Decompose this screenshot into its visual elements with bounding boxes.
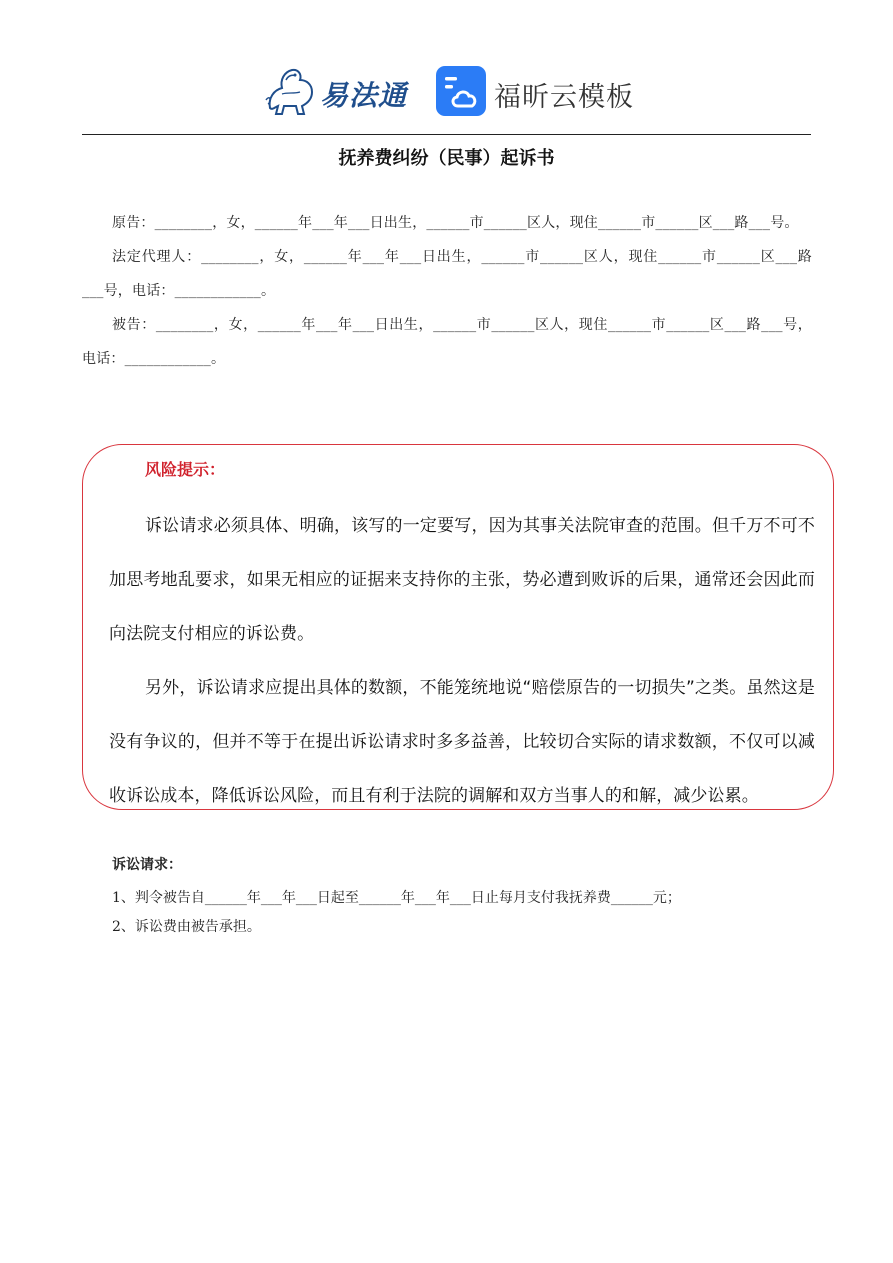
claim-item-2: 2、诉讼费由被告承担。	[112, 919, 261, 935]
claim-item-1: 1、判令被告自______年___年___日起至______年___年___日止每月支付我抚养费______元；	[112, 890, 681, 906]
defendant-line: 被告：________，女，______年___年___日出生，______市______区人，现住______市______区___路___号，电话：____________。	[82, 317, 812, 367]
fuxin-cloud-template-logo	[436, 64, 646, 118]
page-header	[0, 58, 893, 124]
parties-section	[82, 206, 812, 376]
yifatong-logo-text: 易法通	[320, 79, 408, 112]
header-divider	[82, 134, 811, 135]
document-title: 抚养费纠纷（民事）起诉书	[338, 148, 555, 169]
legal-representative-line: 法定代理人：________，女，______年___年___日出生，______市______区人，现住______市______区___路___号，电话：____________。	[82, 249, 812, 299]
risk-notice-title: 风险提示：	[145, 460, 226, 479]
yifatong-logo	[262, 64, 414, 118]
claims-section	[112, 854, 812, 942]
qilin-emblem-icon	[262, 64, 320, 118]
risk-paragraph-2: 另外，诉讼请求应提出具体的数额，不能笼统地说“赔偿原告的一切损失”之类。虽然这是没有争议的，但并不等于在提出诉讼请求时多多益善，比较切合实际的请求数额，不仅可以减收诉讼成本，降低诉讼风险，而且有利于法院的调解和双方当事人的和解，减少讼累。	[109, 678, 815, 806]
risk-notice-body	[109, 499, 815, 823]
risk-notice-box	[82, 444, 834, 810]
fuxin-logo-text: 福昕云模板	[494, 82, 634, 113]
cloud-document-icon	[436, 66, 486, 116]
risk-paragraph-1: 诉讼请求必须具体、明确，该写的一定要写，因为其事关法院审查的范围。但千万不可不加思考地乱要求，如果无相应的证据来支持你的主张，势必遭到败诉的后果，通常还会因此而向法院支付相应的诉讼费。	[109, 516, 815, 644]
claims-label: 诉讼请求：	[112, 857, 182, 873]
plaintiff-line: 原告：________，女，______年___年___日出生，______市______区人，现住______市______区___路___号。	[112, 215, 799, 231]
